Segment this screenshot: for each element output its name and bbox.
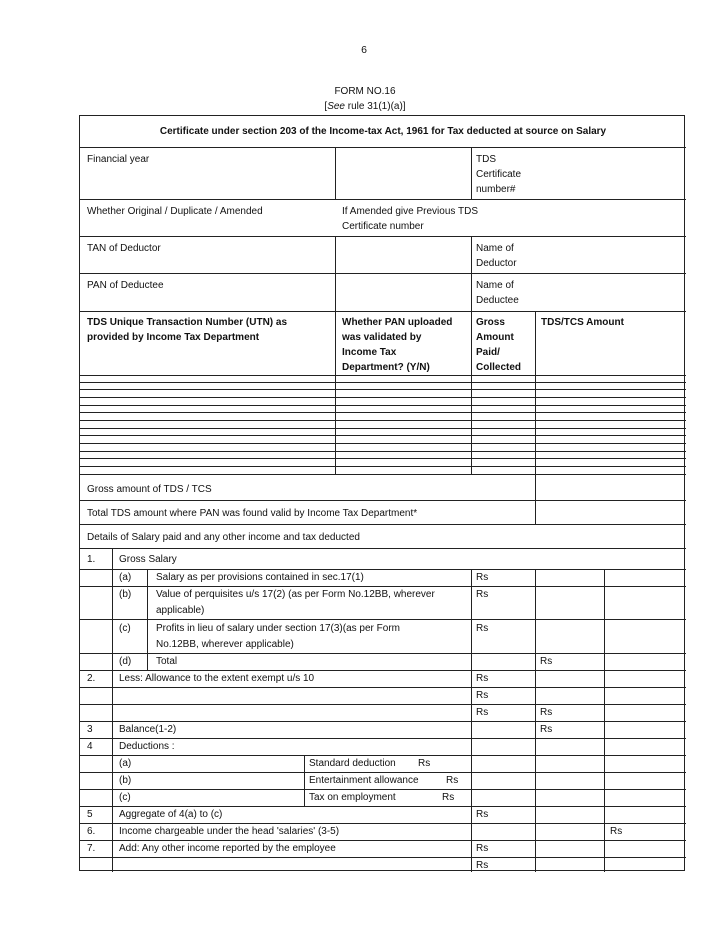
name-deductor-label-2: Deductor	[476, 258, 517, 269]
details-label: Details of Salary paid and any other income and tax deducted	[87, 532, 360, 543]
original-duplicate-label: Whether Original / Duplicate / Amended	[87, 206, 263, 217]
other-income-label: Add: Any other income reported by the employee	[119, 843, 336, 854]
rs-label: Rs	[476, 673, 489, 684]
deduction-c: (c)	[119, 792, 131, 803]
utn-label-1: TDS Unique Transaction Number (UTN) as	[87, 317, 288, 328]
rule-text: rule 31(1)(a)]	[347, 101, 406, 112]
sub-item-b: (b)	[119, 589, 132, 600]
rs-label: Rs	[540, 724, 553, 735]
gross-tds-label: Gross amount of TDS / TCS	[87, 484, 212, 495]
item-number-7: 7.	[87, 843, 96, 854]
pan-label: PAN of Deductee	[87, 280, 164, 291]
gross-amount-label-3: Paid/	[476, 347, 500, 358]
sub-item-c: (c)	[119, 623, 131, 634]
amended-label-2: Certificate number	[342, 221, 424, 232]
page-number: 6	[361, 44, 367, 56]
tax-on-employment-label: Tax on employment	[309, 792, 396, 803]
rs-label: Rs	[476, 690, 489, 701]
item-number-4: 4	[87, 741, 93, 752]
rule-reference	[220, 101, 510, 112]
total-label: Total	[156, 656, 178, 667]
entertainment-allowance-label: Entertainment allowance	[309, 775, 419, 786]
sub-item-d: (d)	[119, 656, 132, 667]
form-16-table	[79, 115, 685, 871]
amended-label-1: If Amended give Previous TDS	[342, 206, 478, 217]
profits-label-2: No.12BB, wherever applicable)	[156, 639, 294, 650]
rs-label: Rs	[442, 792, 455, 803]
form-number: FORM NO.16	[334, 86, 396, 97]
certificate-title: Certificate under section 203 of the Income-tax Act, 1961 for Tax deducted at source on Salary	[159, 126, 607, 137]
name-deductee-label-1: Name of	[476, 280, 514, 291]
deduction-b: (b)	[119, 775, 132, 786]
rs-label: Rs	[476, 707, 489, 718]
rs-label: Rs	[476, 860, 489, 871]
rs-label: Rs	[476, 623, 489, 634]
perquisites-label-1: Value of perquisites u/s 17(2) (as per Form No.12BB, wherever	[156, 589, 435, 600]
deductions-label: Deductions :	[119, 741, 175, 752]
rs-label: Rs	[476, 809, 489, 820]
income-salaries-label: Income chargeable under the head 'salaries' (3-5)	[119, 826, 340, 837]
tds-certificate-label-1: TDS	[476, 154, 496, 165]
total-tds-valid-label: Total TDS amount where PAN was found valid by Income Tax Department*	[87, 508, 418, 519]
rs-label: Rs	[476, 843, 489, 854]
rule-open: [	[324, 101, 328, 112]
balance-label: Balance(1-2)	[119, 724, 177, 735]
financial-year-label: Financial year	[87, 154, 150, 165]
rs-label: Rs	[418, 758, 431, 769]
tds-certificate-label-3: number#	[476, 184, 516, 195]
deduction-a: (a)	[119, 758, 132, 769]
salary-17-1-label: Salary as per provisions contained in sec.17(1)	[156, 572, 364, 583]
tan-label: TAN of Deductor	[87, 243, 161, 254]
pan-valid-label-3: Income Tax	[342, 347, 397, 358]
aggregate-label: Aggregate of 4(a) to (c)	[119, 809, 223, 820]
gross-salary-label: Gross Salary	[119, 554, 177, 565]
gross-amount-label-1: Gross	[476, 317, 505, 328]
pan-valid-label-2: was validated by	[342, 332, 422, 343]
standard-deduction-label: Standard deduction	[309, 758, 396, 769]
less-allowance-label: Less: Allowance to the extent exempt u/s 10	[119, 673, 315, 684]
perquisites-label-2: applicable)	[156, 605, 205, 616]
pan-valid-label-1: Whether PAN uploaded	[342, 317, 453, 328]
rule-see: See	[327, 101, 345, 112]
name-deductee-label-2: Deductee	[476, 295, 519, 306]
item-number-2: 2.	[87, 673, 96, 684]
tds-certificate-label-2: Certificate	[476, 169, 522, 180]
tds-tcs-amount-label: TDS/TCS Amount	[541, 317, 624, 328]
sub-item-a: (a)	[119, 572, 132, 583]
rs-label: Rs	[476, 589, 489, 600]
pan-valid-label-4: Department? (Y/N)	[342, 362, 430, 373]
rs-label: Rs	[540, 656, 553, 667]
rs-label: Rs	[610, 826, 623, 837]
rs-label: Rs	[476, 572, 489, 583]
item-number-1: 1.	[87, 554, 96, 565]
item-number-3: 3	[87, 724, 93, 735]
utn-label-2: provided by Income Tax Department	[87, 332, 260, 343]
profits-label-1: Profits in lieu of salary under section 17(3)(as per Form	[156, 623, 400, 634]
rs-label: Rs	[446, 775, 459, 786]
gross-amount-label-4: Collected	[476, 362, 522, 373]
item-number-6: 6.	[87, 826, 96, 837]
item-number-5: 5	[87, 809, 93, 820]
name-deductor-label-1: Name of	[476, 243, 514, 254]
gross-amount-label-2: Amount	[476, 332, 514, 343]
rs-label: Rs	[540, 707, 553, 718]
